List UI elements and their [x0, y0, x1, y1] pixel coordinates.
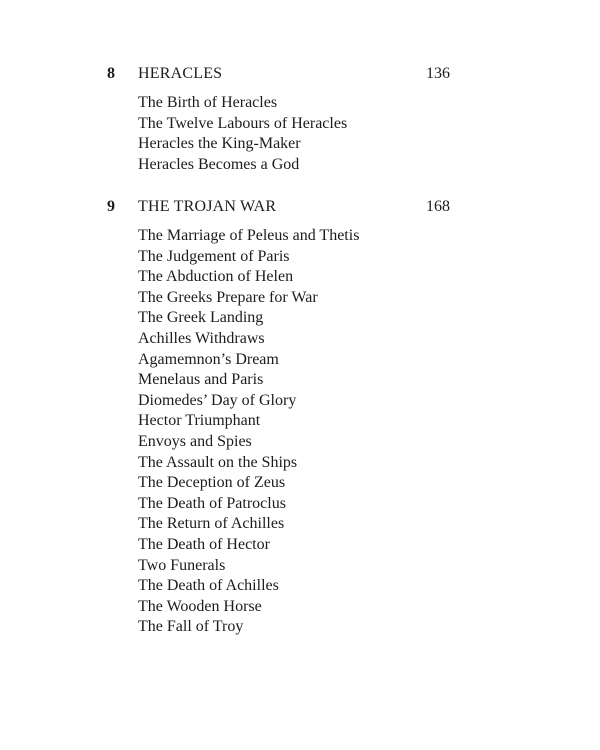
section-item: Heracles the King-Maker	[138, 135, 301, 153]
section-item: Menelaus and Paris	[138, 371, 264, 389]
section-item: Envoys and Spies	[138, 432, 252, 450]
section-item: Two Funerals	[138, 556, 226, 574]
section-item: The Death of Hector	[138, 535, 270, 553]
chapter-9	[0, 197, 600, 636]
section-item: The Abduction of Helen	[138, 268, 294, 286]
section-item: The Death of Achilles	[138, 577, 279, 595]
chapter-title: THE TROJAN WAR	[138, 198, 277, 215]
section-item: The Wooden Horse	[138, 597, 262, 615]
section-item: The Death of Patroclus	[138, 494, 286, 512]
chapter-8	[0, 64, 600, 173]
chapter-number: 9	[107, 198, 115, 215]
section-item: The Judgement of Paris	[138, 247, 290, 265]
section-item: The Fall of Troy	[138, 618, 244, 636]
section-item: Agamemnon’s Dream	[138, 350, 279, 368]
section-item: The Deception of Zeus	[138, 474, 286, 492]
chapter-heading	[0, 64, 600, 88]
section-item: The Assault on the Ships	[138, 453, 298, 471]
section-item: The Marriage of Peleus and Thetis	[138, 227, 360, 244]
section-item: The Twelve Labours of Heracles	[138, 114, 348, 132]
section-item: Heracles Becomes a God	[138, 155, 300, 173]
section-item: Diomedes’ Day of Glory	[138, 391, 297, 409]
section-item: The Greeks Prepare for War	[138, 288, 318, 306]
chapter-heading	[0, 197, 600, 221]
section-list	[138, 93, 347, 175]
section-list	[138, 226, 359, 638]
section-item: The Return of Achilles	[138, 515, 285, 533]
section-item: Hector Triumphant	[138, 412, 261, 430]
chapter-number: 8	[107, 65, 115, 82]
section-item: The Greek Landing	[138, 309, 264, 327]
section-item: The Birth of Heracles	[138, 94, 278, 111]
chapter-page-number: 168	[426, 198, 450, 215]
chapter-page-number: 136	[426, 65, 450, 82]
section-item: Achilles Withdraws	[138, 329, 265, 347]
chapter-title: HERACLES	[138, 65, 223, 82]
